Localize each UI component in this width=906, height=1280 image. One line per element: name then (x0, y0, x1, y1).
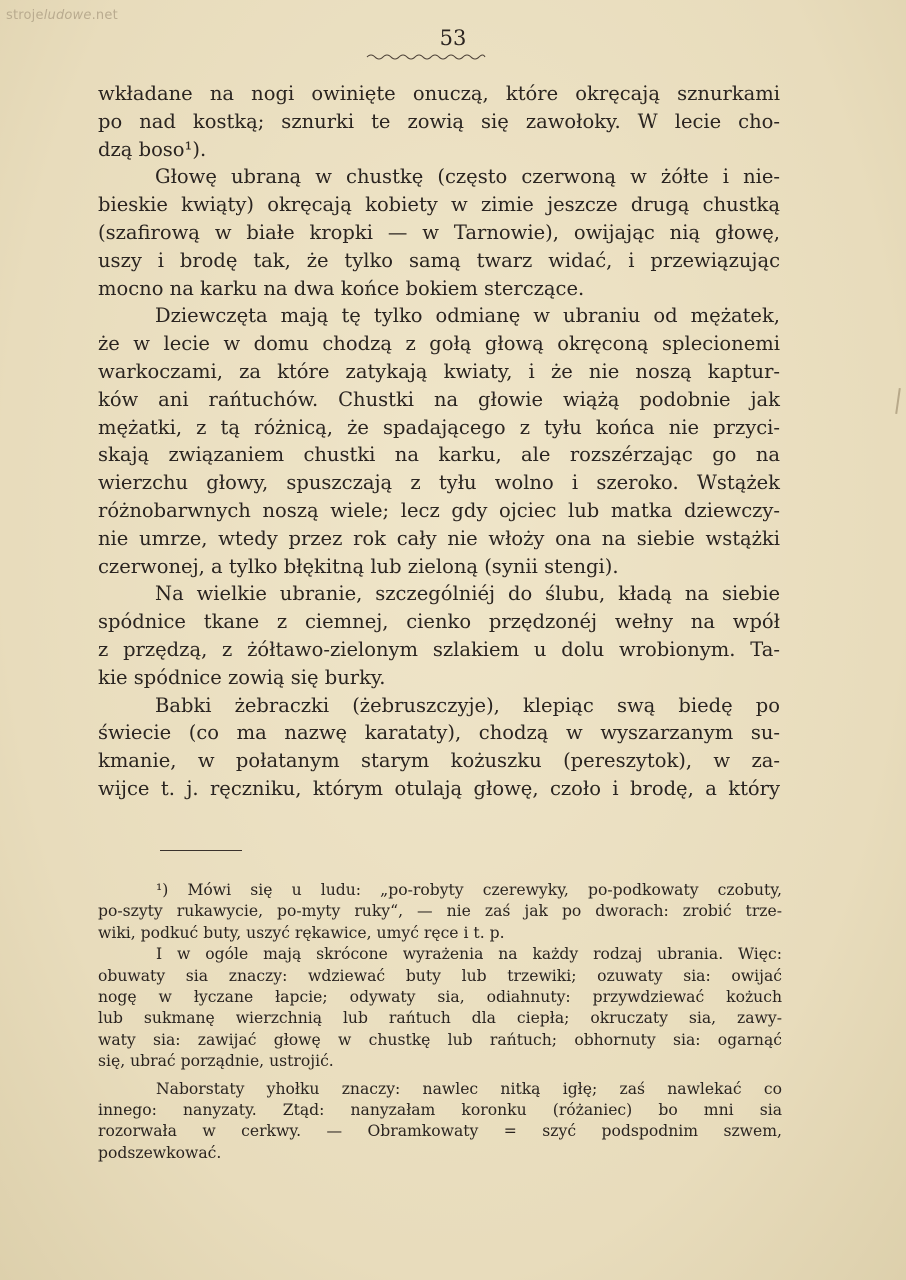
body-text (98, 80, 780, 803)
footnotes (98, 880, 782, 1164)
ornament-divider (365, 52, 487, 62)
body-line: warkoczami, za które zatykają kwiaty, i że nie noszą kaptur- (98, 359, 780, 383)
body-line: wijce t. j. ręczniku, którym otulają głowę, czoło i brodę, a który (98, 776, 780, 800)
footnote-rule (160, 850, 242, 851)
watermark-part1: stroje (6, 8, 44, 23)
footnote-line: podszewkować. (98, 1143, 222, 1162)
watermark-part3: .net (91, 8, 118, 23)
footnote-line: rozorwała w cerkwy. — Obramkowaty = szyć podspodnim szwem, (98, 1122, 782, 1141)
body-line: dzą boso¹). (98, 137, 207, 161)
body-line: kmanie, w połatanym starym kożuszku (pereszytok), w za- (98, 749, 780, 773)
body-line: po nad kostką; sznurki te zowią się zawołoky. W lecie cho- (98, 109, 780, 133)
body-line: mocno na karku na dwa końce bokiem sterczące. (98, 276, 585, 300)
body-line: różnobarwnych noszą wiele; lecz gdy ojciec lub matka dziewczy- (98, 498, 780, 522)
footnote-line: ¹) Mówi się u ludu: „po-robyty czerewyky, po-podkowaty czobuty, (156, 881, 782, 899)
watermark (6, 8, 118, 23)
body-line: czerwonej, a tylko błękitną lub zieloną (synii stengi). (98, 554, 619, 578)
body-line: mężatki, z tą różnicą, że spadającego z tyłu końca nie przyci- (98, 415, 780, 439)
footnote-line: nogę w łyczane łapcie; odywaty sia, odiahnuty: przywdziewać kożuch (98, 987, 782, 1006)
body-line: bieskie kwiąty) okręcają kobiety w zimie jeszcze drugą chustką (98, 193, 780, 217)
body-line: nie umrze, wtedy przez rok cały nie włoży ona na siebie wstążki (98, 526, 780, 550)
body-line: z przędzą, z żółtawo-zielonym szlakiem u dolu wrobionym. Ta- (98, 637, 780, 661)
body-line: wkładane na nogi owinięte onuczą, które okręcają sznurkami (98, 82, 780, 105)
body-line: Głowę ubraną w chustkę (często czerwoną w żółte i nie- (155, 165, 780, 189)
body-line: Na wielkie ubranie, szczególniéj do ślubu, kładą na siebie (155, 582, 780, 606)
body-line: skają związaniem chustki na karku, ale rozszérzając go na (98, 443, 780, 467)
page-number: 53 (439, 26, 467, 50)
body-line: spódnice tkane z ciemnej, cienko przędzonéj wełny na wpół (98, 610, 780, 634)
footnote-line: po-szyty rukawycie, po-myty ruky“, — nie zaś jak po dworach: zrobić trze- (98, 902, 782, 921)
body-line: Dziewczęta mają tę tylko odmianę w ubraniu od mężatek, (155, 304, 780, 328)
footnote-line: innego: nanyzaty. Ztąd: nanyzałam koronku (różaniec) bo mni sia (98, 1100, 782, 1119)
body-line: świecie (co ma nazwę karataty), chodzą w wyszarzanym su- (98, 721, 780, 745)
body-line: uszy i brodę tak, że tylko samą twarz widać, i przewiązując (98, 248, 780, 272)
body-line: że w lecie w domu chodzą z gołą głową okręconą splecionemi (98, 332, 780, 356)
body-line: kie spódnice zowią się burky. (98, 665, 386, 689)
footnote-line: się, ubrać porządnie, ustrojić. (98, 1052, 334, 1071)
margin-pencil-mark (895, 388, 901, 414)
body-line: (szafirową w białe kropki — w Tarnowie), owijając nią głowę, (98, 220, 780, 244)
footnote-line: waty sia: zawijać głowę w chustkę lub rańtuch; obhornuty sia: ogarnąć (98, 1030, 782, 1049)
body-line: Babki żebraczki (żebruszczyje), klepiąc swą biedę po (155, 693, 780, 717)
body-line: ków ani rańtuchów. Chustki na głowie wiążą podobnie jak (98, 387, 780, 411)
footnote-line: wiki, podkuć buty, uszyć rękawice, umyć ręce i t. p. (98, 923, 505, 942)
watermark-part2: ludowe (43, 8, 92, 23)
body-line: wierzchu głowy, spuszczają z tyłu wolno i szeroko. Wstążek (98, 471, 780, 495)
footnote-line: lub sukmanę wierzchnią lub rańtuch dla ciepła; okruczaty sia, zawy- (98, 1009, 782, 1028)
footnote-line: obuwaty sia znaczy: wdziewać buty lub trzewiki; ozuwaty sia: owijać (98, 966, 782, 985)
footnote-line: I w ogóle mają skrócone wyrażenia na każdy rodzaj ubrania. Więc: (156, 945, 782, 964)
footnote-line: Naborstaty yhołku znaczy: nawlec nitką igłę; zaś nawlekać co (156, 1079, 782, 1098)
